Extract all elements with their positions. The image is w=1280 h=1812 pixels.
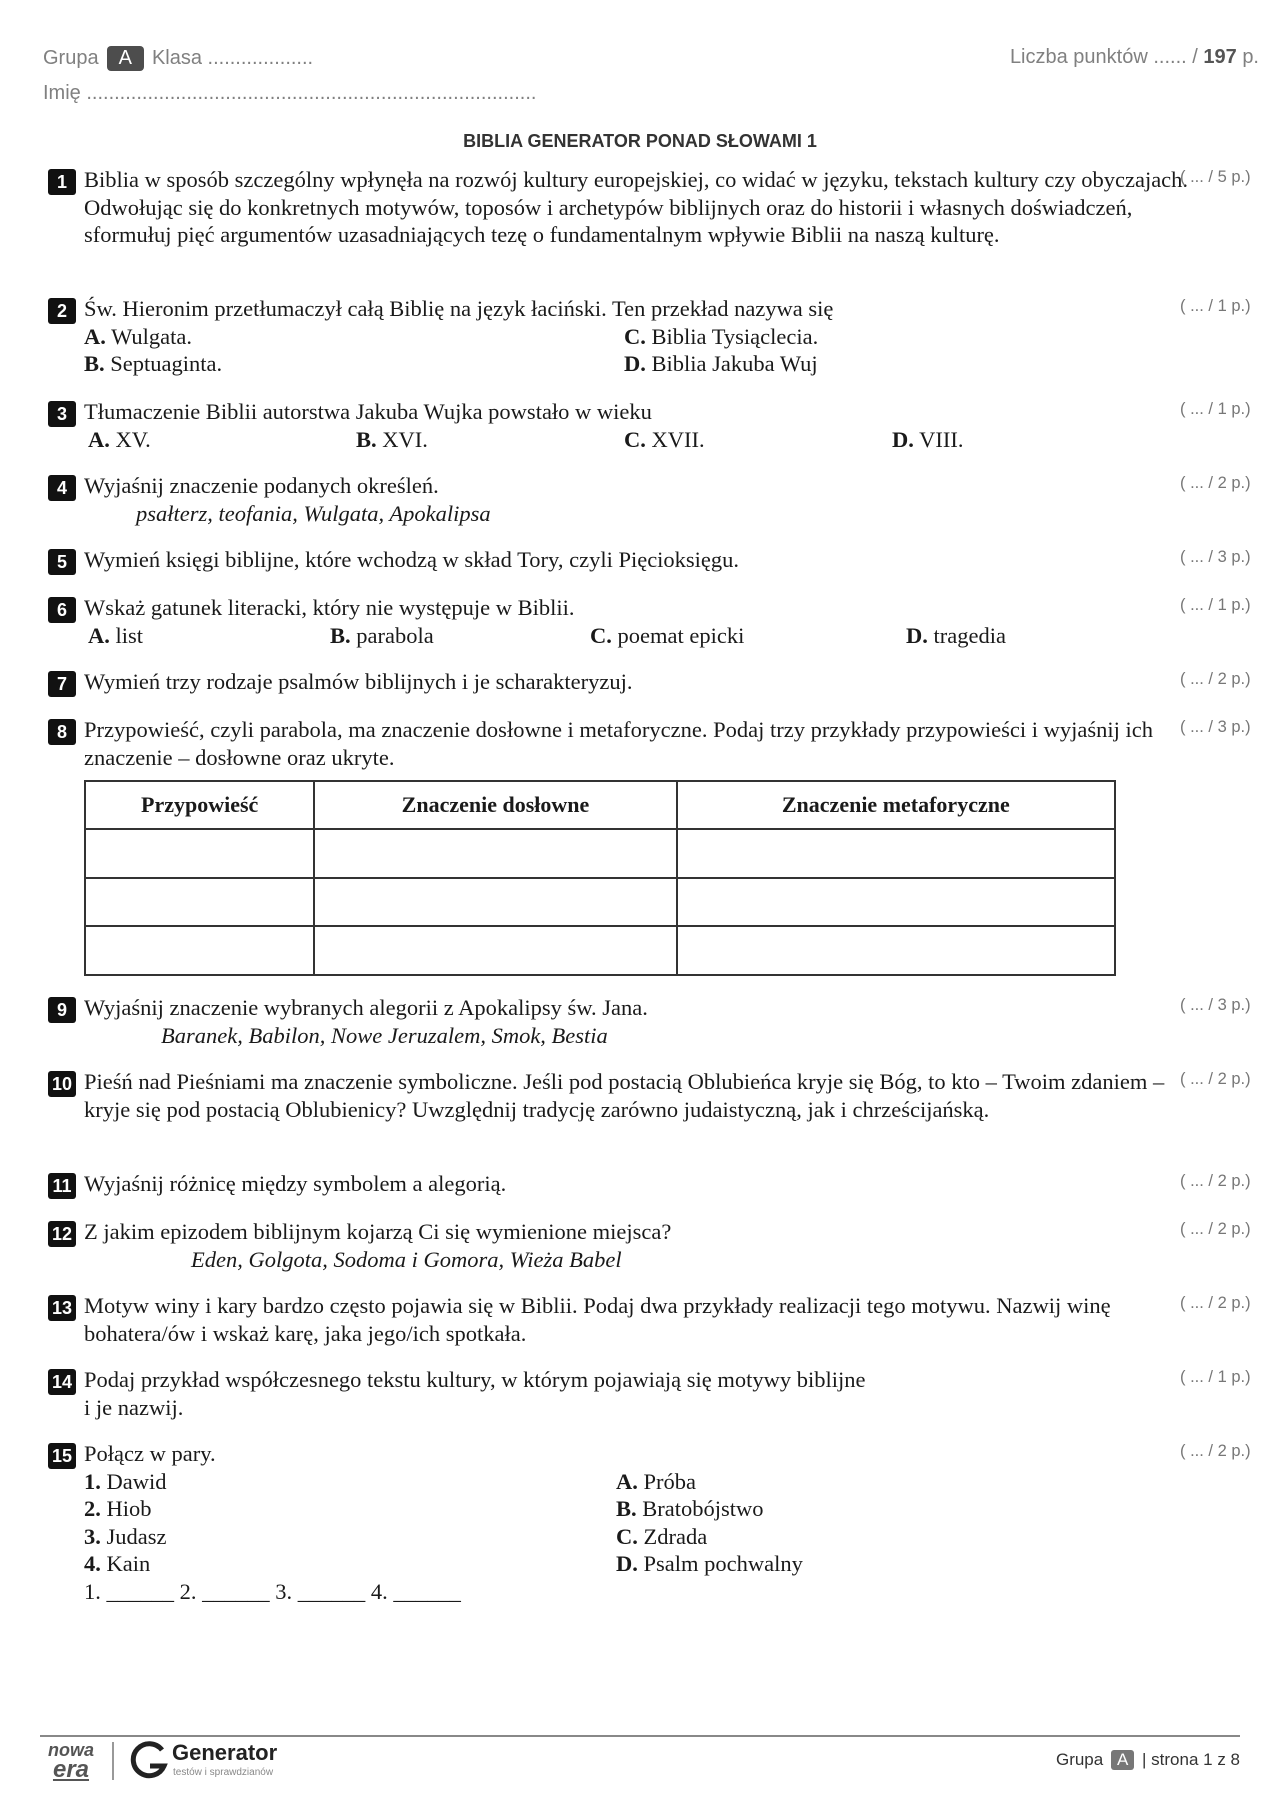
option-letter: D. — [624, 351, 646, 376]
footer-divider — [40, 1735, 1240, 1737]
question-4 — [48, 472, 1168, 527]
question-number: 10 — [48, 1071, 76, 1097]
logo-separator — [112, 1742, 114, 1780]
footer-page-info — [1056, 1750, 1240, 1770]
pair-letter: D. — [616, 1551, 638, 1576]
option-b: parabola — [356, 622, 434, 648]
option-letter: D. — [906, 622, 928, 648]
option-letter: B. — [330, 622, 351, 648]
question-points: ( ... / 2 p.) — [1180, 1172, 1251, 1190]
class-field: Klasa ................... — [151, 47, 314, 69]
pair-row — [84, 1468, 1168, 1496]
table-header: Znaczenie dosłowne — [314, 781, 676, 829]
question-text: Biblia w sposób szczególny wpłynęła na rozwój kultury europejskiej, co widać w języku, tekstach kultury czy obyczajach. Odwołując się do konkretnych motywów, toposów i archetypów biblijnych oraz do historii i własnych doświadczeń, sformułuj pięć argumentów uzasadniających tezę o fundamentalnym wpływie Biblii na naszą kulturę. — [84, 167, 1189, 247]
parables-table — [84, 780, 1116, 976]
pair-number: 4. — [84, 1551, 101, 1576]
question-5 — [48, 546, 1168, 574]
question-points: ( ... / 1 p.) — [1180, 596, 1251, 614]
question-points: ( ... / 2 p.) — [1180, 1442, 1251, 1460]
question-points: ( ... / 5 p.) — [1180, 168, 1251, 186]
pair-number: 2. — [84, 1496, 101, 1521]
table-cell[interactable] — [677, 878, 1115, 927]
group-badge: A — [107, 46, 144, 71]
question-points: ( ... / 1 p.) — [1180, 400, 1251, 418]
option-letter: C. — [624, 323, 646, 349]
question-points: ( ... / 2 p.) — [1180, 1294, 1251, 1312]
question-text: Tłumaczenie Biblii autorstwa Jakuba Wujka powstało w wieku — [84, 399, 652, 424]
group-label: Grupa — [43, 47, 99, 69]
option-c: XVII. — [651, 426, 705, 452]
question-text: Pieśń nad Pieśniami ma znaczenie symboliczne. Jeśli pod postacią Oblubieńca kryje się Bóg, to kto – Twoim zdaniem – kryje się pod postacią Oblubienicy? Uwzględnij tradycję zarówno judaistyczną, jak i chrześcijańską. — [84, 1069, 1165, 1122]
question-11 — [48, 1170, 1168, 1198]
points-unit: p. — [1242, 46, 1259, 68]
question-text: Wymień księgi biblijne, które wchodzą w skład Tory, czyli Pięcioksięgu. — [84, 547, 740, 572]
option-letter: B. — [84, 351, 105, 376]
question-number: 9 — [48, 997, 76, 1023]
option-c: Biblia Tysiąclecia. — [651, 323, 819, 349]
generator-g-icon — [128, 1740, 168, 1782]
table-header: Przypowieść — [85, 781, 314, 829]
table-header-row — [85, 781, 1115, 829]
nowa-era-logo — [42, 1740, 100, 1783]
question-text: Wskaż gatunek literacki, który nie występuje w Biblii. — [84, 595, 575, 620]
page-number: | strona 1 z 8 — [1142, 1750, 1240, 1769]
generator-title: Generator — [172, 1740, 278, 1765]
question-7 — [48, 668, 1168, 696]
option-letter: A. — [88, 426, 110, 452]
question-text: Podaj przykład współczesnego tekstu kultury, w którym pojawiają się motywy biblijne — [84, 1367, 866, 1392]
question-text: Przypowieść, czyli parabola, ma znaczenie dosłowne i metaforyczne. Podaj trzy przykłady przypowieści i wyjaśnij ich znaczenie – dosłowne oraz ukryte. — [84, 717, 1153, 770]
option-letter: C. — [590, 622, 612, 648]
answer-line[interactable]: 1. ______ 2. ______ 3. ______ 4. ______ — [84, 1578, 461, 1604]
question-text: Wyjaśnij znaczenie podanych określeń. — [84, 473, 439, 498]
terms-list: psałterz, teofania, Wulgata, Apokalipsa — [136, 500, 491, 526]
points-label: Liczba punktów ...... / — [1009, 46, 1198, 68]
question-8 — [48, 716, 1168, 771]
option-c: poemat epicki — [617, 622, 745, 648]
question-number: 15 — [48, 1443, 76, 1469]
question-2 — [48, 295, 1168, 378]
pair-left-item: Dawid — [106, 1468, 167, 1494]
option-d: Biblia Jakuba Wuj — [651, 351, 818, 376]
question-number: 4 — [48, 475, 76, 501]
option-letter: A. — [88, 622, 110, 648]
logo-era: era — [52, 1756, 90, 1783]
options-row — [84, 323, 1168, 351]
option-letter: A. — [84, 323, 106, 349]
question-points: ( ... / 3 p.) — [1180, 996, 1251, 1014]
options-row — [88, 622, 1168, 650]
option-a: Wulgata. — [111, 323, 193, 349]
question-points: ( ... / 2 p.) — [1180, 670, 1251, 688]
question-number: 5 — [48, 549, 76, 575]
options-row — [84, 350, 1168, 378]
question-1 — [48, 166, 1189, 249]
table-header: Znaczenie metaforyczne — [677, 781, 1115, 829]
table-cell[interactable] — [314, 926, 676, 975]
table-row — [85, 926, 1115, 975]
question-text: Wyjaśnij znaczenie wybranych alegorii z Apokalipsy św. Jana. — [84, 995, 648, 1020]
question-number: 1 — [48, 169, 76, 195]
pair-number: 3. — [84, 1523, 101, 1549]
pair-right-item: Psalm pochwalny — [643, 1551, 803, 1576]
option-letter: B. — [356, 426, 377, 452]
question-points: ( ... / 2 p.) — [1180, 474, 1251, 492]
table-cell[interactable] — [85, 926, 314, 975]
option-letter: D. — [892, 426, 914, 452]
header-group-class — [43, 46, 313, 71]
question-text: Wymień trzy rodzaje psalmów biblijnych i je scharakteryzuj. — [84, 669, 633, 694]
question-number: 12 — [48, 1221, 76, 1247]
question-number: 13 — [48, 1295, 76, 1321]
question-text: Motyw winy i kary bardzo często pojawia się w Biblii. Podaj dwa przykłady realizacji tego motywu. Nazwij winę bohatera/ów i wskaż karę, jaka jego/ich spotkała. — [84, 1293, 1111, 1346]
pair-left-item: Judasz — [106, 1523, 167, 1549]
question-number: 6 — [48, 597, 76, 623]
generator-subtitle: testów i sprawdzianów — [173, 1767, 274, 1778]
options-row — [88, 426, 1168, 454]
question-text: Wyjaśnij różnicę między symbolem a alegorią. — [84, 1171, 507, 1196]
pair-letter: C. — [616, 1523, 638, 1549]
option-b: Septuaginta. — [110, 351, 223, 376]
question-text: Św. Hieronim przetłumaczył całą Biblię na język łaciński. Ten przekład nazywa się — [84, 296, 834, 321]
table-row — [85, 829, 1115, 878]
table-cell[interactable] — [85, 878, 314, 927]
question-text: Połącz w pary. — [84, 1441, 216, 1466]
page-title: BIBLIA GENERATOR PONAD SŁOWAMI 1 — [463, 131, 817, 151]
question-number: 3 — [48, 401, 76, 427]
question-number: 14 — [48, 1369, 76, 1395]
header-points — [1010, 46, 1259, 69]
question-3 — [48, 398, 1168, 453]
question-points: ( ... / 2 p.) — [1180, 1070, 1251, 1088]
terms-list: Eden, Golgota, Sodoma i Gomora, Wieża Babel — [191, 1246, 622, 1272]
question-points: ( ... / 2 p.) — [1180, 1220, 1251, 1238]
option-d: VIII. — [919, 426, 964, 452]
pair-number: 1. — [84, 1468, 101, 1494]
table-cell[interactable] — [677, 926, 1115, 975]
question-points: ( ... / 3 p.) — [1180, 718, 1251, 736]
pair-letter: A. — [616, 1468, 638, 1494]
generator-logo — [128, 1740, 168, 1787]
points-total: 197 — [1203, 46, 1237, 68]
option-a: XV. — [115, 426, 151, 452]
name-field: Imię ................................................................................. — [43, 82, 537, 104]
table-row — [85, 878, 1115, 927]
table-cell[interactable] — [314, 829, 676, 878]
question-10 — [48, 1068, 1168, 1123]
table-cell[interactable] — [314, 878, 676, 927]
question-text: Z jakim epizodem biblijnym kojarzą Ci się wymienione miejsca? — [84, 1219, 672, 1244]
question-points: ( ... / 1 p.) — [1180, 297, 1251, 315]
footer-group-label: Grupa — [1055, 1750, 1104, 1769]
footer-group-badge: A — [1111, 1750, 1134, 1770]
option-letter: C. — [624, 426, 646, 452]
question-15 — [48, 1440, 1168, 1605]
question-points: ( ... / 1 p.) — [1180, 1368, 1251, 1386]
option-d: tragedia — [933, 622, 1006, 648]
pair-left-item: Hiob — [106, 1496, 152, 1521]
question-12 — [48, 1218, 1168, 1273]
question-number: 8 — [48, 719, 76, 745]
question-number: 11 — [48, 1173, 76, 1199]
question-number: 7 — [48, 671, 76, 697]
question-6 — [48, 594, 1168, 649]
question-14 — [48, 1366, 1168, 1421]
pair-letter: B. — [616, 1496, 637, 1521]
table-cell[interactable] — [85, 829, 314, 878]
pair-left-item: Kain — [106, 1551, 151, 1576]
pair-right-item: Zdrada — [643, 1523, 708, 1549]
question-number: 2 — [48, 298, 76, 324]
question-13 — [48, 1292, 1168, 1347]
option-a: list — [115, 622, 144, 648]
pair-right-item: Próba — [643, 1468, 696, 1494]
table-cell[interactable] — [677, 829, 1115, 878]
pair-right-item: Bratobójstwo — [642, 1496, 764, 1521]
logo-nowa: nowa — [47, 1740, 94, 1760]
pair-row — [84, 1495, 1168, 1523]
option-b: XVI. — [382, 426, 428, 452]
pair-row — [84, 1523, 1168, 1551]
question-9 — [48, 994, 1168, 1049]
question-points: ( ... / 3 p.) — [1180, 548, 1251, 566]
terms-list: Baranek, Babilon, Nowe Jeruzalem, Smok, Bestia — [161, 1022, 608, 1048]
pair-row — [84, 1550, 1168, 1578]
question-text-continued: i je nazwij. — [84, 1394, 184, 1420]
